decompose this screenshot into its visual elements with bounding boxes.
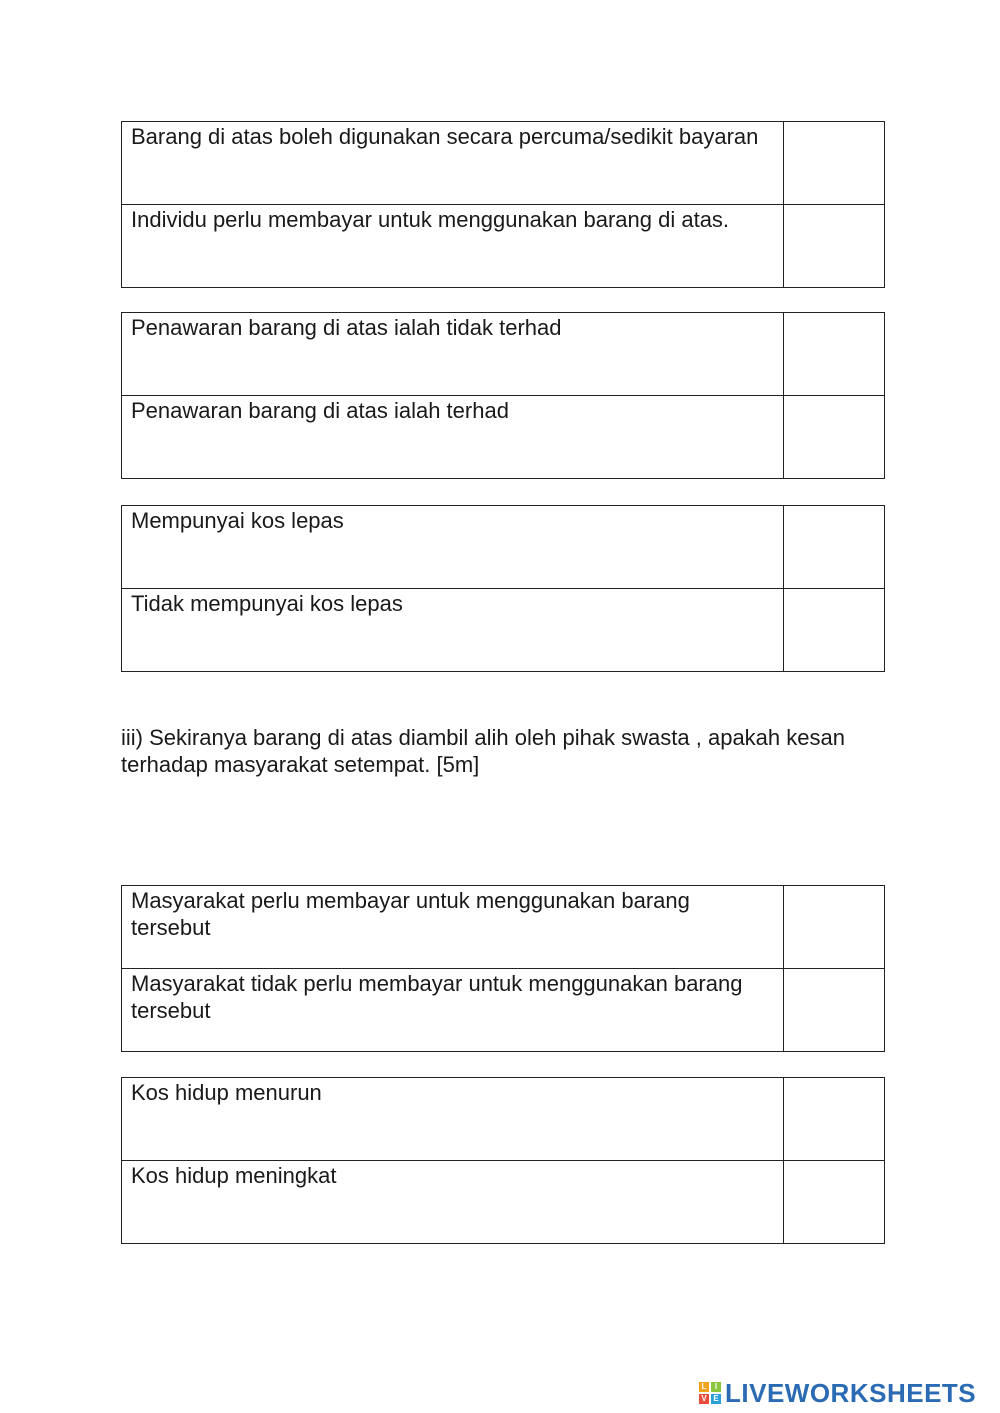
answer-table-2: [121, 312, 885, 479]
table-row: [122, 886, 885, 969]
logo-letter: E: [711, 1394, 721, 1404]
statement-text: Penawaran barang di atas ialah tidak terhad: [122, 313, 784, 396]
logo-letter: I: [711, 1382, 721, 1392]
table-row: [122, 122, 885, 205]
answer-box[interactable]: [784, 1161, 885, 1244]
table-row: [122, 313, 885, 396]
answer-box[interactable]: [784, 122, 885, 205]
answer-box[interactable]: [784, 396, 885, 479]
table-row: [122, 1078, 885, 1161]
answer-box[interactable]: [784, 205, 885, 288]
brand-name: LIVEWORKSHEETS: [725, 1377, 977, 1408]
statement-text: Penawaran barang di atas ialah terhad: [122, 396, 784, 479]
answer-table-4: [121, 885, 885, 1052]
logo-letter: L: [699, 1382, 709, 1392]
answer-table-1: [121, 121, 885, 288]
statement-text: Kos hidup menurun: [122, 1078, 784, 1161]
table-row: [122, 589, 885, 672]
table-row: [122, 969, 885, 1052]
logo-letter: V: [699, 1394, 709, 1404]
answer-table-3: [121, 505, 885, 672]
answer-table-5: [121, 1077, 885, 1244]
statement-text: Masyarakat tidak perlu membayar untuk menggunakan barang tersebut: [122, 969, 784, 1052]
answer-box[interactable]: [784, 506, 885, 589]
statement-text: Masyarakat perlu membayar untuk menggunakan barang tersebut: [122, 886, 784, 969]
answer-box[interactable]: [784, 969, 885, 1052]
liveworksheets-logo-icon: [699, 1382, 721, 1404]
statement-text: Mempunyai kos lepas: [122, 506, 784, 589]
answer-box[interactable]: [784, 313, 885, 396]
statement-text: Individu perlu membayar untuk menggunakan barang di atas.: [122, 205, 784, 288]
liveworksheets-brand: [699, 1377, 977, 1408]
table-row: [122, 1161, 885, 1244]
answer-box[interactable]: [784, 589, 885, 672]
answer-box[interactable]: [784, 886, 885, 969]
question-text: iii) Sekiranya barang di atas diambil alih oleh pihak swasta , apakah kesan terhadap masyarakat setempat. [5m]: [121, 725, 845, 777]
statement-text: Tidak mempunyai kos lepas: [122, 589, 784, 672]
table-row: [122, 396, 885, 479]
table-row: [122, 506, 885, 589]
table-row: [122, 205, 885, 288]
answer-box[interactable]: [784, 1078, 885, 1161]
statement-text: Kos hidup meningkat: [122, 1161, 784, 1244]
statement-text: Barang di atas boleh digunakan secara percuma/sedikit bayaran: [122, 122, 784, 205]
